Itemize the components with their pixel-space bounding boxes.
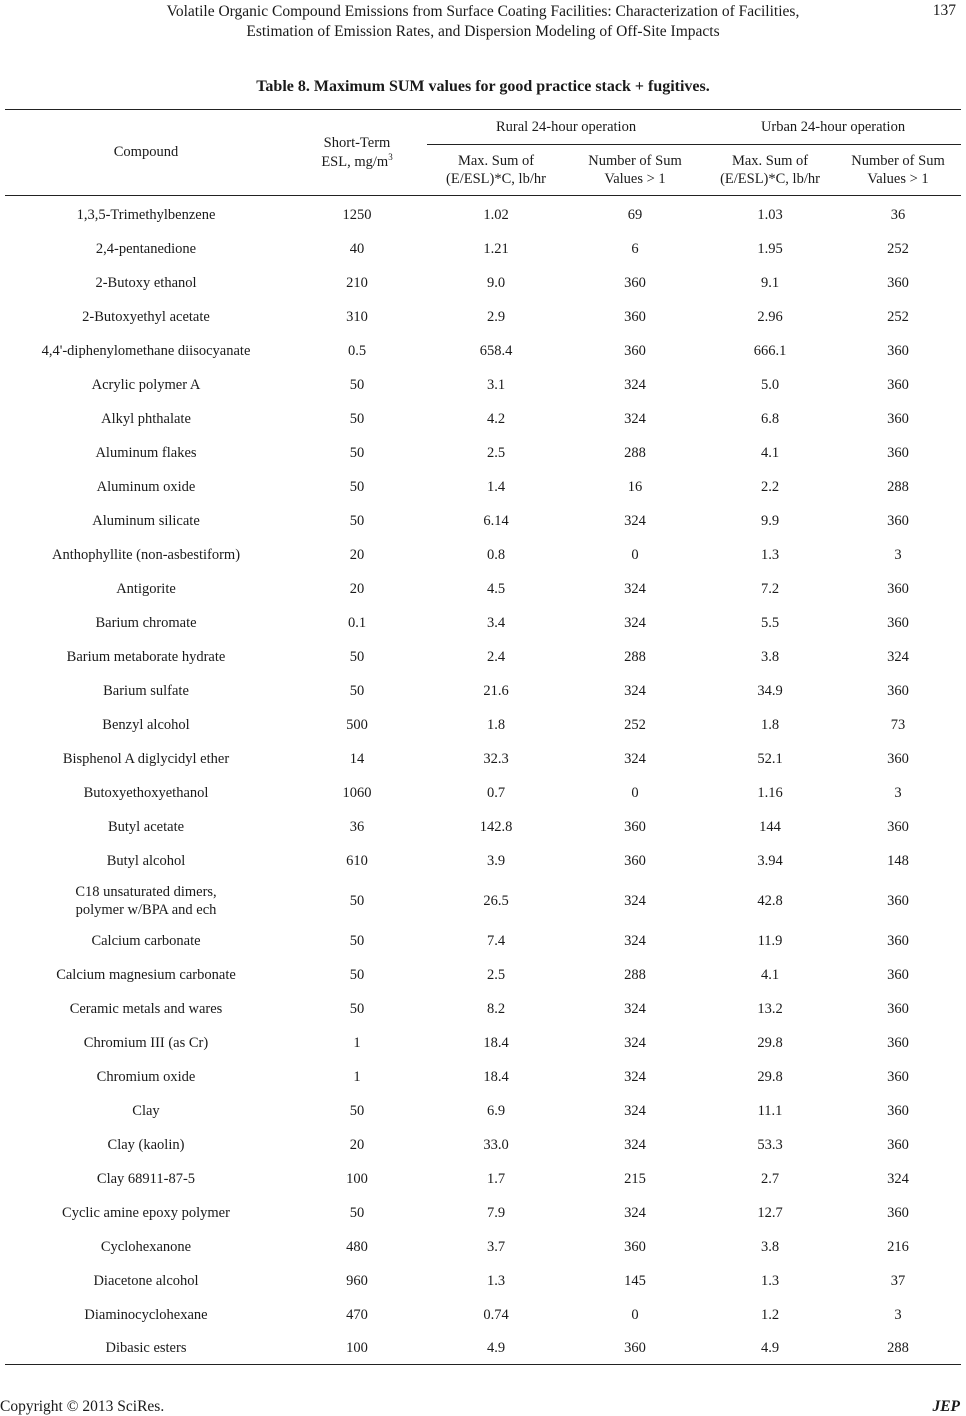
cell-compound: Bisphenol A diglycidyl ether	[62, 751, 230, 767]
table-row	[5, 436, 961, 470]
cell-urban-count: 360	[887, 411, 909, 427]
cell-rural-count: 324	[624, 1137, 646, 1153]
cell-compound: Diacetone alcohol	[93, 1273, 199, 1289]
cell-esl: 20	[349, 581, 365, 597]
table-row	[5, 878, 961, 924]
cell-rural-count: 0	[631, 1306, 639, 1323]
cell-urban-count: 36	[890, 207, 906, 223]
table-row	[5, 958, 961, 992]
header-rural-max-sum-line-1: Max. Sum of	[457, 153, 535, 169]
cell-esl: 50	[349, 411, 365, 427]
cell-urban-max-sum: 5.5	[760, 615, 780, 631]
cell-esl: 50	[349, 377, 365, 393]
cell-urban-max-sum: 3.94	[757, 853, 783, 869]
cell-rural-count: 324	[624, 1205, 646, 1221]
cell-urban-count: 37	[890, 1273, 906, 1289]
table-row	[5, 924, 961, 958]
cell-urban-count: 360	[887, 967, 909, 983]
cell-urban-max-sum: 29.8	[757, 1069, 783, 1085]
cell-rural-count: 324	[624, 1035, 646, 1051]
cell-rural-max-sum: 18.4	[483, 1069, 509, 1085]
cell-compound: Cyclohexanone	[100, 1239, 192, 1255]
journal-abbreviation: JEP	[932, 1398, 960, 1415]
table-row	[5, 402, 961, 436]
cell-rural-count: 360	[565, 1331, 705, 1365]
cell-urban-count: 324	[887, 649, 909, 665]
cell-rural-max-sum: 33.0	[483, 1137, 509, 1153]
cell-compound: Clay	[132, 1103, 160, 1119]
cell-esl: 0.1	[347, 615, 367, 631]
cell-esl: 50	[349, 1001, 365, 1017]
cell-urban-max-sum: 2.2	[760, 479, 780, 495]
cell-rural-count: 0	[631, 547, 639, 563]
cell-compound: Ceramic metals and wares	[69, 1001, 223, 1017]
cell-compound: Alkyl phthalate	[101, 411, 191, 427]
cell-urban-count: 360	[887, 1103, 909, 1119]
cell-rural-max-sum: 6.9	[486, 1103, 506, 1119]
cell-compound: Calcium carbonate	[91, 933, 201, 949]
cell-urban-max-sum: 5.0	[760, 377, 780, 393]
cell-esl: 1250	[342, 207, 372, 223]
cell-rural-count: 69	[627, 207, 643, 223]
cell-compound: 4,4'-diphenylomethane diisocyanate	[41, 343, 251, 359]
cell-rural-count: 288	[624, 445, 646, 461]
cell-compound: Aluminum flakes	[95, 445, 197, 461]
header-urban-count	[835, 145, 961, 196]
cell-rural-count: 324	[624, 1103, 646, 1119]
table-row	[5, 300, 961, 334]
cell-rural-count: 324	[624, 933, 646, 949]
cell-compound: Acrylic polymer A	[91, 377, 201, 393]
cell-esl: 50	[349, 513, 365, 529]
cell-esl: 50	[349, 933, 365, 949]
cell-compound: Butoxyethoxyethanol	[83, 785, 209, 801]
cell-rural-max-sum: 7.4	[486, 933, 506, 949]
cell-urban-count: 360	[887, 377, 909, 393]
cell-esl: 100	[346, 1171, 368, 1187]
cell-rural-max-sum: 2.5	[486, 967, 506, 983]
cell-compound: 2-Butoxyethyl acetate	[82, 309, 210, 325]
cell-esl: 50	[349, 445, 365, 461]
table-row	[5, 1331, 961, 1365]
cell-compound: Antigorite	[116, 581, 176, 597]
cell-compound: Dibasic esters	[5, 1331, 287, 1365]
table-row	[5, 196, 961, 233]
cell-compound: Chromium III (as Cr)	[83, 1035, 209, 1051]
cell-urban-count: 360	[887, 1001, 909, 1017]
cell-esl: 20	[349, 547, 365, 563]
cell-rural-count: 360	[624, 853, 646, 869]
cell-urban-max-sum: 34.9	[757, 683, 783, 699]
cell-esl: 960	[346, 1273, 368, 1289]
cell-rural-max-sum: 3.1	[486, 377, 506, 393]
header-rural-count	[565, 145, 705, 196]
cell-urban-count: 252	[887, 241, 909, 257]
cell-urban-max-sum: 1.8	[760, 717, 780, 733]
cell-rural-max-sum: 1.8	[486, 717, 506, 733]
table-row	[5, 810, 961, 844]
cell-compound: Benzyl alcohol	[102, 717, 190, 733]
table-row	[5, 232, 961, 266]
cell-urban-max-sum: 6.8	[760, 411, 780, 427]
cell-rural-max-sum: 4.2	[486, 411, 506, 427]
cell-compound: 2-Butoxy ethanol	[95, 275, 197, 291]
header-compound: Compound	[5, 110, 287, 196]
header-esl	[287, 110, 427, 196]
cell-esl: 50	[349, 1103, 365, 1119]
cell-rural-max-sum: 142.8	[479, 819, 513, 835]
table-row	[5, 1230, 961, 1264]
cell-urban-count: 360	[887, 751, 909, 767]
cell-urban-count: 360	[887, 1035, 909, 1051]
running-header	[0, 2, 966, 42]
cell-rural-count: 288	[624, 967, 646, 983]
cell-urban-count: 360	[887, 683, 909, 699]
cell-urban-count: 148	[887, 853, 909, 869]
cell-urban-count: 216	[887, 1239, 909, 1255]
cell-rural-max-sum: 2.5	[486, 445, 506, 461]
cell-urban-count: 360	[887, 819, 909, 835]
cell-urban-max-sum: 11.1	[757, 1103, 783, 1119]
cell-urban-max-sum: 1.95	[757, 241, 783, 257]
cell-urban-count: 360	[887, 1205, 909, 1221]
cell-rural-max-sum: 2.9	[486, 309, 506, 325]
cell-rural-count: 288	[624, 649, 646, 665]
cell-urban-count: 3	[894, 1306, 902, 1323]
cell-compound: Diaminocyclohexane	[84, 1306, 208, 1323]
cell-esl: 14	[349, 751, 365, 767]
cell-esl: 0.5	[347, 343, 367, 359]
cell-compound: Aluminum silicate	[92, 513, 200, 529]
cell-rural-count: 324	[624, 411, 646, 427]
cell-esl: 100	[287, 1331, 427, 1365]
cell-rural-count: 324	[624, 513, 646, 529]
running-header-line-2: Estimation of Emission Rates, and Dispersion Modeling of Off-Site Impacts	[246, 23, 720, 40]
cell-compound: Cyclic amine epoxy polymer	[62, 1205, 230, 1221]
cell-compound: Barium metaborate hydrate	[66, 649, 226, 665]
cell-esl: 500	[346, 717, 368, 733]
cell-urban-max-sum: 9.1	[760, 275, 780, 291]
cell-rural-max-sum: 2.4	[486, 649, 506, 665]
table-row	[5, 1060, 961, 1094]
cell-urban-max-sum: 1.3	[760, 1273, 780, 1289]
cell-compound: Aluminum oxide	[96, 479, 196, 495]
cell-compound: Clay 68911-87-5	[96, 1171, 196, 1187]
table-row	[5, 674, 961, 708]
cell-rural-count: 252	[624, 717, 646, 733]
cell-urban-max-sum: 42.8	[757, 893, 783, 909]
cell-rural-max-sum: 9.0	[486, 275, 506, 291]
cell-rural-max-sum: 21.6	[483, 683, 509, 699]
table-caption: Table 8. Maximum SUM values for good practice stack + fugitives.	[256, 78, 710, 95]
cell-urban-max-sum: 2.7	[760, 1171, 780, 1187]
cell-rural-max-sum: 8.2	[486, 1001, 506, 1017]
table-body	[5, 196, 961, 1365]
cell-compound: Butyl acetate	[107, 819, 185, 835]
cell-compound: 2,4-pentanedione	[95, 241, 197, 257]
table-row	[5, 640, 961, 674]
table-row	[5, 708, 961, 742]
cell-esl: 610	[346, 853, 368, 869]
table-row	[5, 470, 961, 504]
header-urban-count-line-1: Number of Sum	[851, 153, 945, 169]
header-urban-max-sum-line-1: Max. Sum of	[731, 153, 809, 169]
cell-rural-max-sum: 1.02	[483, 207, 509, 223]
cell-urban-count: 288	[835, 1331, 961, 1365]
cell-rural-max-sum: 0.7	[486, 785, 506, 801]
cell-urban-count: 324	[887, 1171, 909, 1187]
cell-rural-count: 324	[624, 581, 646, 597]
cell-urban-max-sum: 3.8	[760, 1239, 780, 1255]
cell-urban-count: 360	[887, 1137, 909, 1153]
page-number: 137	[932, 2, 956, 19]
table-row	[5, 368, 961, 402]
cell-rural-count: 324	[624, 377, 646, 393]
cell-rural-max-sum: 7.9	[486, 1205, 506, 1221]
cell-esl: 50	[349, 683, 365, 699]
table-row	[5, 742, 961, 776]
cell-urban-count: 73	[890, 717, 906, 733]
cell-rural-max-sum: 0.8	[486, 547, 506, 563]
cell-urban-max-sum: 4.1	[760, 967, 780, 983]
table-row	[5, 572, 961, 606]
cell-rural-max-sum: 26.5	[483, 893, 509, 909]
cell-rural-count: 324	[624, 615, 646, 631]
header-esl-line-2: ESL, mg/m	[321, 153, 389, 170]
cell-urban-count: 360	[887, 343, 909, 359]
cell-urban-count: 288	[887, 479, 909, 495]
cell-compound: Barium chromate	[95, 615, 197, 631]
cell-urban-max-sum: 1.03	[757, 207, 783, 223]
cell-urban-max-sum: 29.8	[757, 1035, 783, 1051]
cell-esl: 50	[349, 649, 365, 665]
cell-rural-count: 324	[624, 751, 646, 767]
cell-urban-count: 3	[894, 547, 902, 563]
header-urban-max-sum-line-2: (E/ESL)*C, lb/hr	[720, 171, 820, 187]
header-rural-max-sum-line-2: (E/ESL)*C, lb/hr	[446, 171, 546, 187]
cell-esl: 20	[349, 1137, 365, 1153]
cell-urban-max-sum: 13.2	[757, 1001, 783, 1017]
cell-urban-max-sum: 4.1	[760, 445, 780, 461]
cell-esl: 470	[346, 1306, 368, 1323]
cell-compound: C18 unsaturated dimers, polymer w/BPA and ech	[75, 884, 217, 918]
cell-rural-max-sum: 6.14	[483, 513, 509, 529]
cell-urban-count: 3	[894, 785, 902, 801]
cell-esl: 50	[349, 967, 365, 983]
header-esl-superscript: 3	[388, 151, 393, 162]
cell-esl: 1	[353, 1035, 361, 1051]
cell-rural-count: 360	[624, 309, 646, 325]
cell-rural-count: 0	[631, 785, 639, 801]
table-row	[5, 538, 961, 572]
cell-compound: Calcium magnesium carbonate	[56, 967, 236, 983]
cell-rural-count: 324	[624, 1069, 646, 1085]
cell-urban-max-sum: 1.3	[760, 547, 780, 563]
cell-esl: 50	[349, 1205, 365, 1221]
cell-urban-max-sum: 53.3	[757, 1137, 783, 1153]
table-row	[5, 1264, 961, 1298]
cell-urban-count: 360	[887, 581, 909, 597]
cell-urban-max-sum: 1.16	[757, 785, 783, 801]
header-urban-max-sum	[705, 145, 835, 196]
cell-urban-count: 360	[887, 615, 909, 631]
cell-rural-max-sum: 3.4	[486, 615, 506, 631]
cell-esl: 36	[349, 819, 365, 835]
table-row	[5, 776, 961, 810]
header-rural-count-line-2: Values > 1	[604, 171, 666, 187]
cell-urban-max-sum: 12.7	[757, 1205, 783, 1221]
header-rural-count-line-1: Number of Sum	[588, 153, 682, 169]
table-row	[5, 1128, 961, 1162]
cell-compound: Barium sulfate	[103, 683, 189, 699]
results-table	[5, 109, 961, 1365]
table-row	[5, 1026, 961, 1060]
cell-urban-max-sum: 1.2	[760, 1306, 780, 1323]
cell-esl: 210	[346, 275, 368, 291]
cell-urban-max-sum: 52.1	[757, 751, 783, 767]
cell-urban-max-sum: 11.9	[757, 933, 783, 949]
cell-esl: 1	[353, 1069, 361, 1085]
table-row	[5, 504, 961, 538]
cell-rural-max-sum: 1.4	[486, 479, 506, 495]
cell-urban-count: 252	[887, 309, 909, 325]
cell-compound: Anthophyllite (non-asbestiform)	[51, 547, 241, 563]
table-row	[5, 844, 961, 878]
cell-rural-count: 324	[624, 1001, 646, 1017]
cell-urban-max-sum: 9.9	[760, 513, 780, 529]
cell-rural-max-sum: 1.3	[486, 1273, 506, 1289]
cell-esl: 480	[346, 1239, 368, 1255]
cell-urban-count: 360	[887, 893, 909, 909]
cell-rural-count: 324	[624, 893, 646, 909]
cell-rural-max-sum: 1.7	[486, 1171, 506, 1187]
cell-rural-max-sum: 3.7	[486, 1239, 506, 1255]
header-rural-max-sum	[427, 145, 565, 196]
cell-rural-count: 215	[624, 1171, 646, 1187]
table-row	[5, 606, 961, 640]
cell-urban-max-sum: 144	[759, 819, 781, 835]
cell-rural-count: 360	[624, 275, 646, 291]
cell-rural-max-sum: 32.3	[483, 751, 509, 767]
cell-urban-count: 360	[887, 933, 909, 949]
cell-urban-count: 360	[887, 513, 909, 529]
cell-compound: Butyl alcohol	[106, 853, 186, 869]
cell-rural-max-sum: 658.4	[479, 343, 513, 359]
cell-rural-count: 16	[627, 479, 643, 495]
running-header-line-1: Volatile Organic Compound Emissions from Surface Coating Facilities: Characterization of Facilities,	[166, 3, 800, 20]
cell-rural-max-sum: 1.21	[483, 241, 509, 257]
table-row	[5, 334, 961, 368]
cell-urban-max-sum: 4.9	[705, 1331, 835, 1365]
cell-esl: 40	[349, 241, 365, 257]
table-row	[5, 1162, 961, 1196]
cell-rural-count: 6	[631, 241, 639, 257]
cell-esl: 50	[349, 479, 365, 495]
cell-rural-count: 324	[624, 683, 646, 699]
table-row	[5, 1298, 961, 1331]
cell-esl: 1060	[342, 785, 372, 801]
cell-urban-max-sum: 7.2	[760, 581, 780, 597]
header-urban-group: Urban 24-hour operation	[705, 110, 961, 145]
cell-rural-count: 145	[624, 1273, 646, 1289]
cell-rural-count: 360	[624, 343, 646, 359]
header-esl-line-1: Short-Term	[323, 134, 391, 151]
cell-urban-max-sum: 666.1	[753, 343, 787, 359]
copyright-notice: Copyright © 2013 SciRes.	[0, 1398, 165, 1415]
header-rural-group: Rural 24-hour operation	[427, 110, 705, 145]
table-row	[5, 1196, 961, 1230]
cell-urban-max-sum: 3.8	[760, 649, 780, 665]
cell-urban-max-sum: 2.96	[757, 309, 783, 325]
cell-urban-count: 360	[887, 275, 909, 291]
cell-rural-count: 360	[624, 819, 646, 835]
cell-compound: 1,3,5-Trimethylbenzene	[76, 207, 216, 223]
cell-compound: Chromium oxide	[96, 1069, 196, 1085]
cell-rural-max-sum: 4.5	[486, 581, 506, 597]
cell-esl: 310	[346, 309, 368, 325]
cell-rural-max-sum: 18.4	[483, 1035, 509, 1051]
cell-rural-max-sum: 0.74	[483, 1306, 509, 1323]
cell-urban-count: 360	[887, 1069, 909, 1085]
table-row	[5, 992, 961, 1026]
cell-compound: Clay (kaolin)	[107, 1137, 185, 1153]
cell-esl: 50	[349, 893, 365, 909]
header-urban-count-line-2: Values > 1	[867, 171, 929, 187]
cell-rural-max-sum: 3.9	[486, 853, 506, 869]
table-row	[5, 266, 961, 300]
cell-urban-count: 360	[887, 445, 909, 461]
cell-rural-max-sum: 4.9	[427, 1331, 565, 1365]
cell-rural-count: 360	[624, 1239, 646, 1255]
table-row	[5, 1094, 961, 1128]
